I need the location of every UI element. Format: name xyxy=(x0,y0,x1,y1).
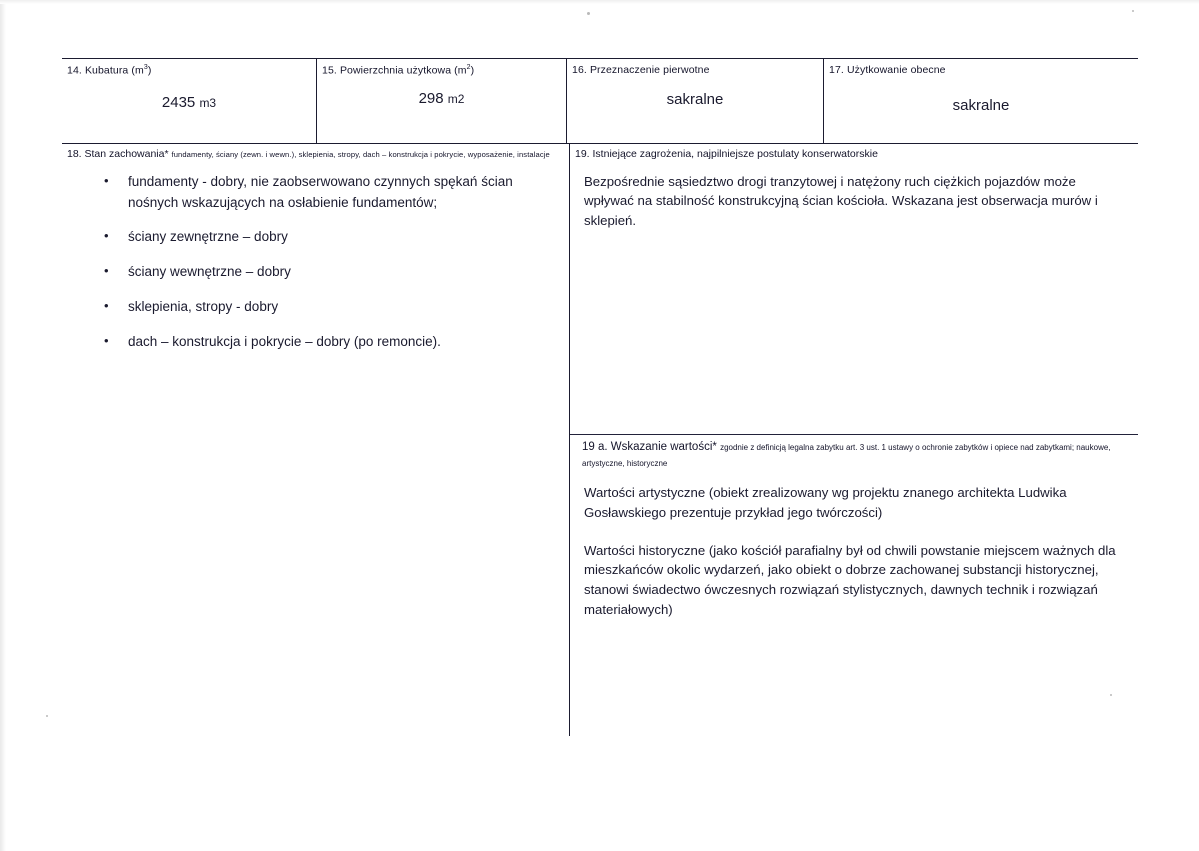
field-19-label: 19. Istniejące zagrożenia, najpilniejsze postulaty konserwatorskie xyxy=(575,148,878,160)
field-15-unit: m2 xyxy=(447,91,465,106)
field-17-uzytkowanie xyxy=(824,59,1138,144)
field-16-przeznaczenie xyxy=(567,59,824,144)
field-19a-paragraph: Wartości artystyczne (obiekt zrealizowany wg projektu znanego architekta Ludwika Gosławskiego prezentuje przykład jego twórczości) xyxy=(584,485,1067,520)
field-17-label: 17. Użytkowanie obecne xyxy=(829,64,946,76)
list-item: • ściany wewnętrzne – dobry xyxy=(62,262,569,283)
field-18-label: 18. Stan zachowania* fundamenty, ściany (zewn. i wewn.), sklepienia, stropy, dach – konstrukcja i pokrycie, wyposażenie, instalacje xyxy=(67,148,550,160)
scan-edge-left xyxy=(0,0,6,851)
field-15-label: 15. Powierzchnia użytkowa $(m^2)$ xyxy=(322,64,475,77)
scan-speck xyxy=(46,715,48,717)
field-19-text: Bezpośrednie sąsiedztwo drogi tranzytowej i natężony ruch ciężkich pojazdów może wpływać na stabilność konstrukcyjną ścian kościoła. Wskazana jest obserwacja murów i sklepień. xyxy=(584,173,1098,229)
field-15-powierzchnia xyxy=(317,59,567,144)
field-14-unit: m3 xyxy=(199,95,217,110)
field-16-label: 16. Przeznaczenie pierwotne xyxy=(572,64,710,76)
field-14-kubatura xyxy=(62,59,317,144)
field-19-column xyxy=(570,144,1138,719)
fields-row-14-17 xyxy=(62,58,1138,144)
field-19a-wskazanie-wartosci xyxy=(570,434,1138,620)
field-18-list xyxy=(62,172,569,354)
scan-speck xyxy=(587,12,590,15)
field-19a-label: 19 a. Wskazanie wartości* zgodnie z definicją legalna zabytku art. 3 ust. 1 ustawy o ochronie zabytków i opiece nad zabytkami; naukowe, artystyczne, historyczne xyxy=(582,441,1111,468)
field-14-value: 2435 m3 xyxy=(161,93,217,111)
field-19a-label-note: zgodnie z definicją legalna zabytku art. 3 ust. 1 ustawy o ochronie zabytków i opiece nad zabytkami; naukowe, artystyczne, historyczne xyxy=(582,443,1111,468)
field-18-label-note: fundamenty, ściany (zewn. i wewn.), sklepienia, stropy, dach – konstrukcja i pokrycie, wyposażenie, instalacje xyxy=(171,150,550,159)
form-table xyxy=(62,28,1138,718)
field-19a-paragraph: Wartości historyczne (jako kościół parafialny był od chwili powstanie miejscem ważnych dla mieszkańców okolic wydarzeń, jako obiekt o dobrze zachowanej substancji historycznej, stanowi świadectwo ówczesnych rozwiązań stylistycznych, dawnych technik i rozwiązań materiałowych) xyxy=(584,542,1116,618)
list-item: • ściany zewnętrzne – dobry xyxy=(62,227,569,248)
field-16-value: sakralne xyxy=(666,91,724,109)
list-item: • dach – konstrukcja i pokrycie – dobry (po remoncie). xyxy=(62,332,569,353)
fields-row-18-19 xyxy=(62,143,1138,719)
field-17-value: sakralne xyxy=(952,97,1010,115)
field-15-value: 298 m2 xyxy=(418,89,465,107)
list-item: • sklepienia, stropy - dobry xyxy=(62,297,569,318)
field-18-stan-zachowania xyxy=(62,144,570,736)
scan-edge-top xyxy=(0,0,1199,4)
list-item: • fundamenty - dobry, nie zaobserwowano czynnych spękań ścian nośnych wskazujących na osłabienie fundamentów; xyxy=(62,172,569,214)
field-14-label: 14. Kubatura $(m^3)$ xyxy=(67,64,152,77)
scan-speck xyxy=(1132,10,1134,12)
